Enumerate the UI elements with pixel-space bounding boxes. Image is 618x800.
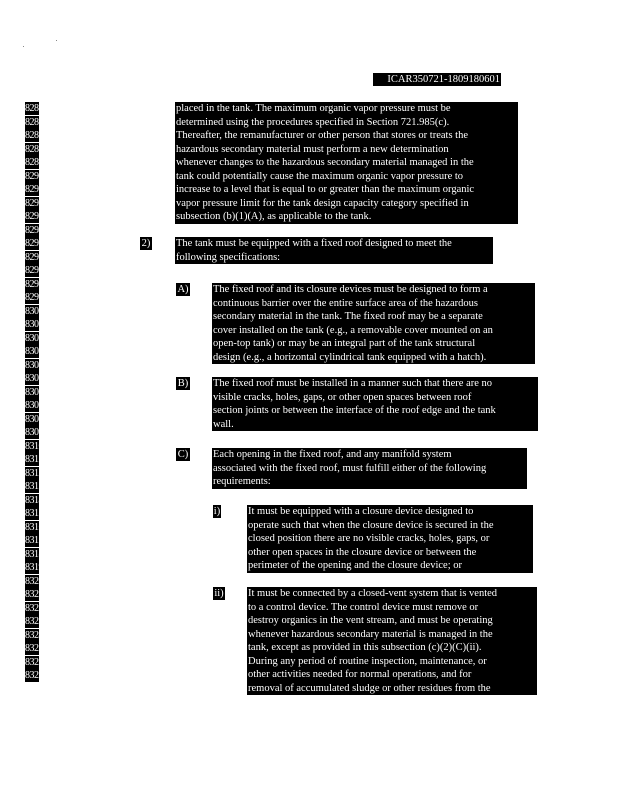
item-b-paragraph (212, 377, 538, 431)
scan-speck (23, 46, 24, 47)
line-number: 8310 (25, 440, 43, 452)
text-line: operate such that when the closure device is secured in the (248, 519, 494, 531)
line-number: 8318 (25, 548, 43, 560)
text-line: wall. (213, 418, 234, 430)
text-line: The tank must be equipped with a fixed roof designed to meet the (176, 238, 452, 249)
line-number: 8287 (25, 130, 43, 141)
line-number: 8305 (25, 373, 43, 384)
text-line: hazardous secondary material must perform a new determination (176, 143, 449, 155)
line-number: 8304 (25, 359, 43, 371)
line-number: 8298 (25, 278, 43, 290)
line-number: 8311 (25, 454, 43, 465)
line-number: 8319 (25, 562, 43, 573)
text-line: Thereafter, the remanufacturer or other person that stores or treats the (176, 130, 468, 141)
text-line: whenever changes to the hazardous secondary material managed in the (176, 157, 474, 168)
text-line: tank, except as provided in this subsection (c)(2)(C)(ii). (248, 642, 482, 653)
line-number: 8286 (25, 116, 43, 128)
line-number: 8312 (25, 467, 43, 479)
text-line: design (e.g., a horizontal cylindrical tank equipped with a hatch). (213, 351, 487, 363)
item-c-i-paragraph (247, 505, 533, 573)
line-number: 8299 (25, 292, 43, 303)
text-line: tank could potentially cause the maximum organic vapor pressure to (176, 170, 464, 182)
text-line: secondary material in the tank. The fixed roof may be a separate (213, 311, 483, 322)
item-c-paragraph (212, 448, 527, 489)
text-line: Each opening in the fixed roof, and any manifold system (213, 449, 452, 460)
text-line: determined using the procedures specified in Section 721.985(c). (176, 116, 450, 128)
line-number: 8302 (25, 332, 43, 344)
text-line: requirements: (213, 476, 271, 487)
text-line: following specifications: (176, 251, 281, 263)
item-c-ii-paragraph (247, 587, 537, 695)
line-number: 8292 (25, 197, 43, 209)
line-number: 8300 (25, 305, 43, 317)
text-line: During any period of routine inspection, maintenance, or (248, 655, 487, 667)
line-number: 8294 (25, 224, 43, 236)
line-number: 8291 (25, 184, 43, 195)
line-number: 8326 (25, 656, 43, 668)
item-2-label: 2) (141, 238, 151, 249)
text-line: whenever hazardous secondary material is managed in the (248, 628, 493, 640)
line-number: 8317 (25, 535, 43, 546)
line-number: 8307 (25, 400, 43, 411)
line-number: 8322 (25, 602, 43, 614)
text-line: destroy organics in the vent stream, and must be operating (248, 615, 493, 626)
text-line: associated with the fixed roof, must fulfill either of the following (213, 462, 487, 474)
text-line: perimeter of the opening and the closure device; or (248, 560, 462, 571)
text-line: The fixed roof and its closure devices must be designed to form a (213, 284, 488, 295)
line-number: 8308 (25, 413, 43, 425)
text-line: vapor pressure limit for the tank design capacity category specified in (176, 197, 469, 209)
text-line: The fixed roof must be installed in a manner such that there are no (213, 378, 493, 389)
text-line: visible cracks, holes, gaps, or other open spaces between roof (213, 391, 472, 403)
item-c-label: C) (177, 449, 189, 460)
line-number: 8314 (25, 494, 43, 506)
text-line: continuous barrier over the entire surface area of the hazardous (213, 297, 478, 309)
line-number: 8306 (25, 386, 43, 398)
item-a-paragraph (212, 283, 535, 364)
text-line: It must be connected by a closed-vent system that is vented (248, 588, 498, 599)
line-number: 8313 (25, 481, 43, 492)
text-line: removal of accumulated sludge or other residues from the (248, 682, 491, 694)
line-number: 8321 (25, 589, 43, 600)
line-number: 8290 (25, 170, 43, 182)
line-number: 8327 (25, 670, 43, 681)
line-number: 8301 (25, 319, 43, 330)
document-id: ICAR350721-1809180601 (373, 73, 501, 86)
text-line: other open spaces in the closure device or between the (248, 546, 477, 558)
text-line: open-top tank) or may be an integral part of the tank structural (213, 338, 476, 349)
line-number: 8295 (25, 238, 43, 249)
line-number: 8296 (25, 251, 43, 263)
text-line: to a control device. The control device must remove or (248, 601, 479, 613)
text-line: increase to a level that is equal to or greater than the maximum organic (176, 184, 475, 195)
line-number: 8309 (25, 427, 43, 438)
intro-paragraph (175, 102, 518, 224)
text-line: other activities needed for normal operations, and for (248, 669, 472, 680)
line-number: 8288 (25, 143, 43, 155)
text-line: section joints or between the interface of the roof edge and the tank (213, 405, 496, 416)
item-c-i-label: i) (213, 506, 221, 517)
line-number: 8289 (25, 157, 43, 168)
item-b-label: B) (177, 378, 189, 389)
line-number: 8303 (25, 346, 43, 357)
item-c-ii-label: ii) (214, 588, 224, 599)
text-line: subsection (b)(1)(A), as applicable to the tank. (176, 211, 372, 222)
line-number: 8324 (25, 629, 43, 641)
item-2-paragraph (175, 237, 493, 264)
line-number: 8293 (25, 211, 43, 222)
item-a-label: A) (177, 284, 189, 295)
line-number: 8315 (25, 508, 43, 519)
line-number: 8316 (25, 521, 43, 533)
scan-speck (56, 40, 57, 41)
line-number: 8323 (25, 616, 43, 627)
line-number: 8297 (25, 265, 43, 276)
text-line: It must be equipped with a closure device designed to (248, 506, 474, 517)
line-number: 8320 (25, 575, 43, 587)
line-number: 8325 (25, 643, 43, 654)
line-number: 8285 (25, 103, 43, 114)
text-line: placed in the tank. The maximum organic vapor pressure must be (176, 103, 451, 114)
text-line: closed position there are no visible cracks, holes, gaps, or (248, 533, 490, 544)
text-line: cover installed on the tank (e.g., a removable cover mounted on an (213, 324, 493, 336)
